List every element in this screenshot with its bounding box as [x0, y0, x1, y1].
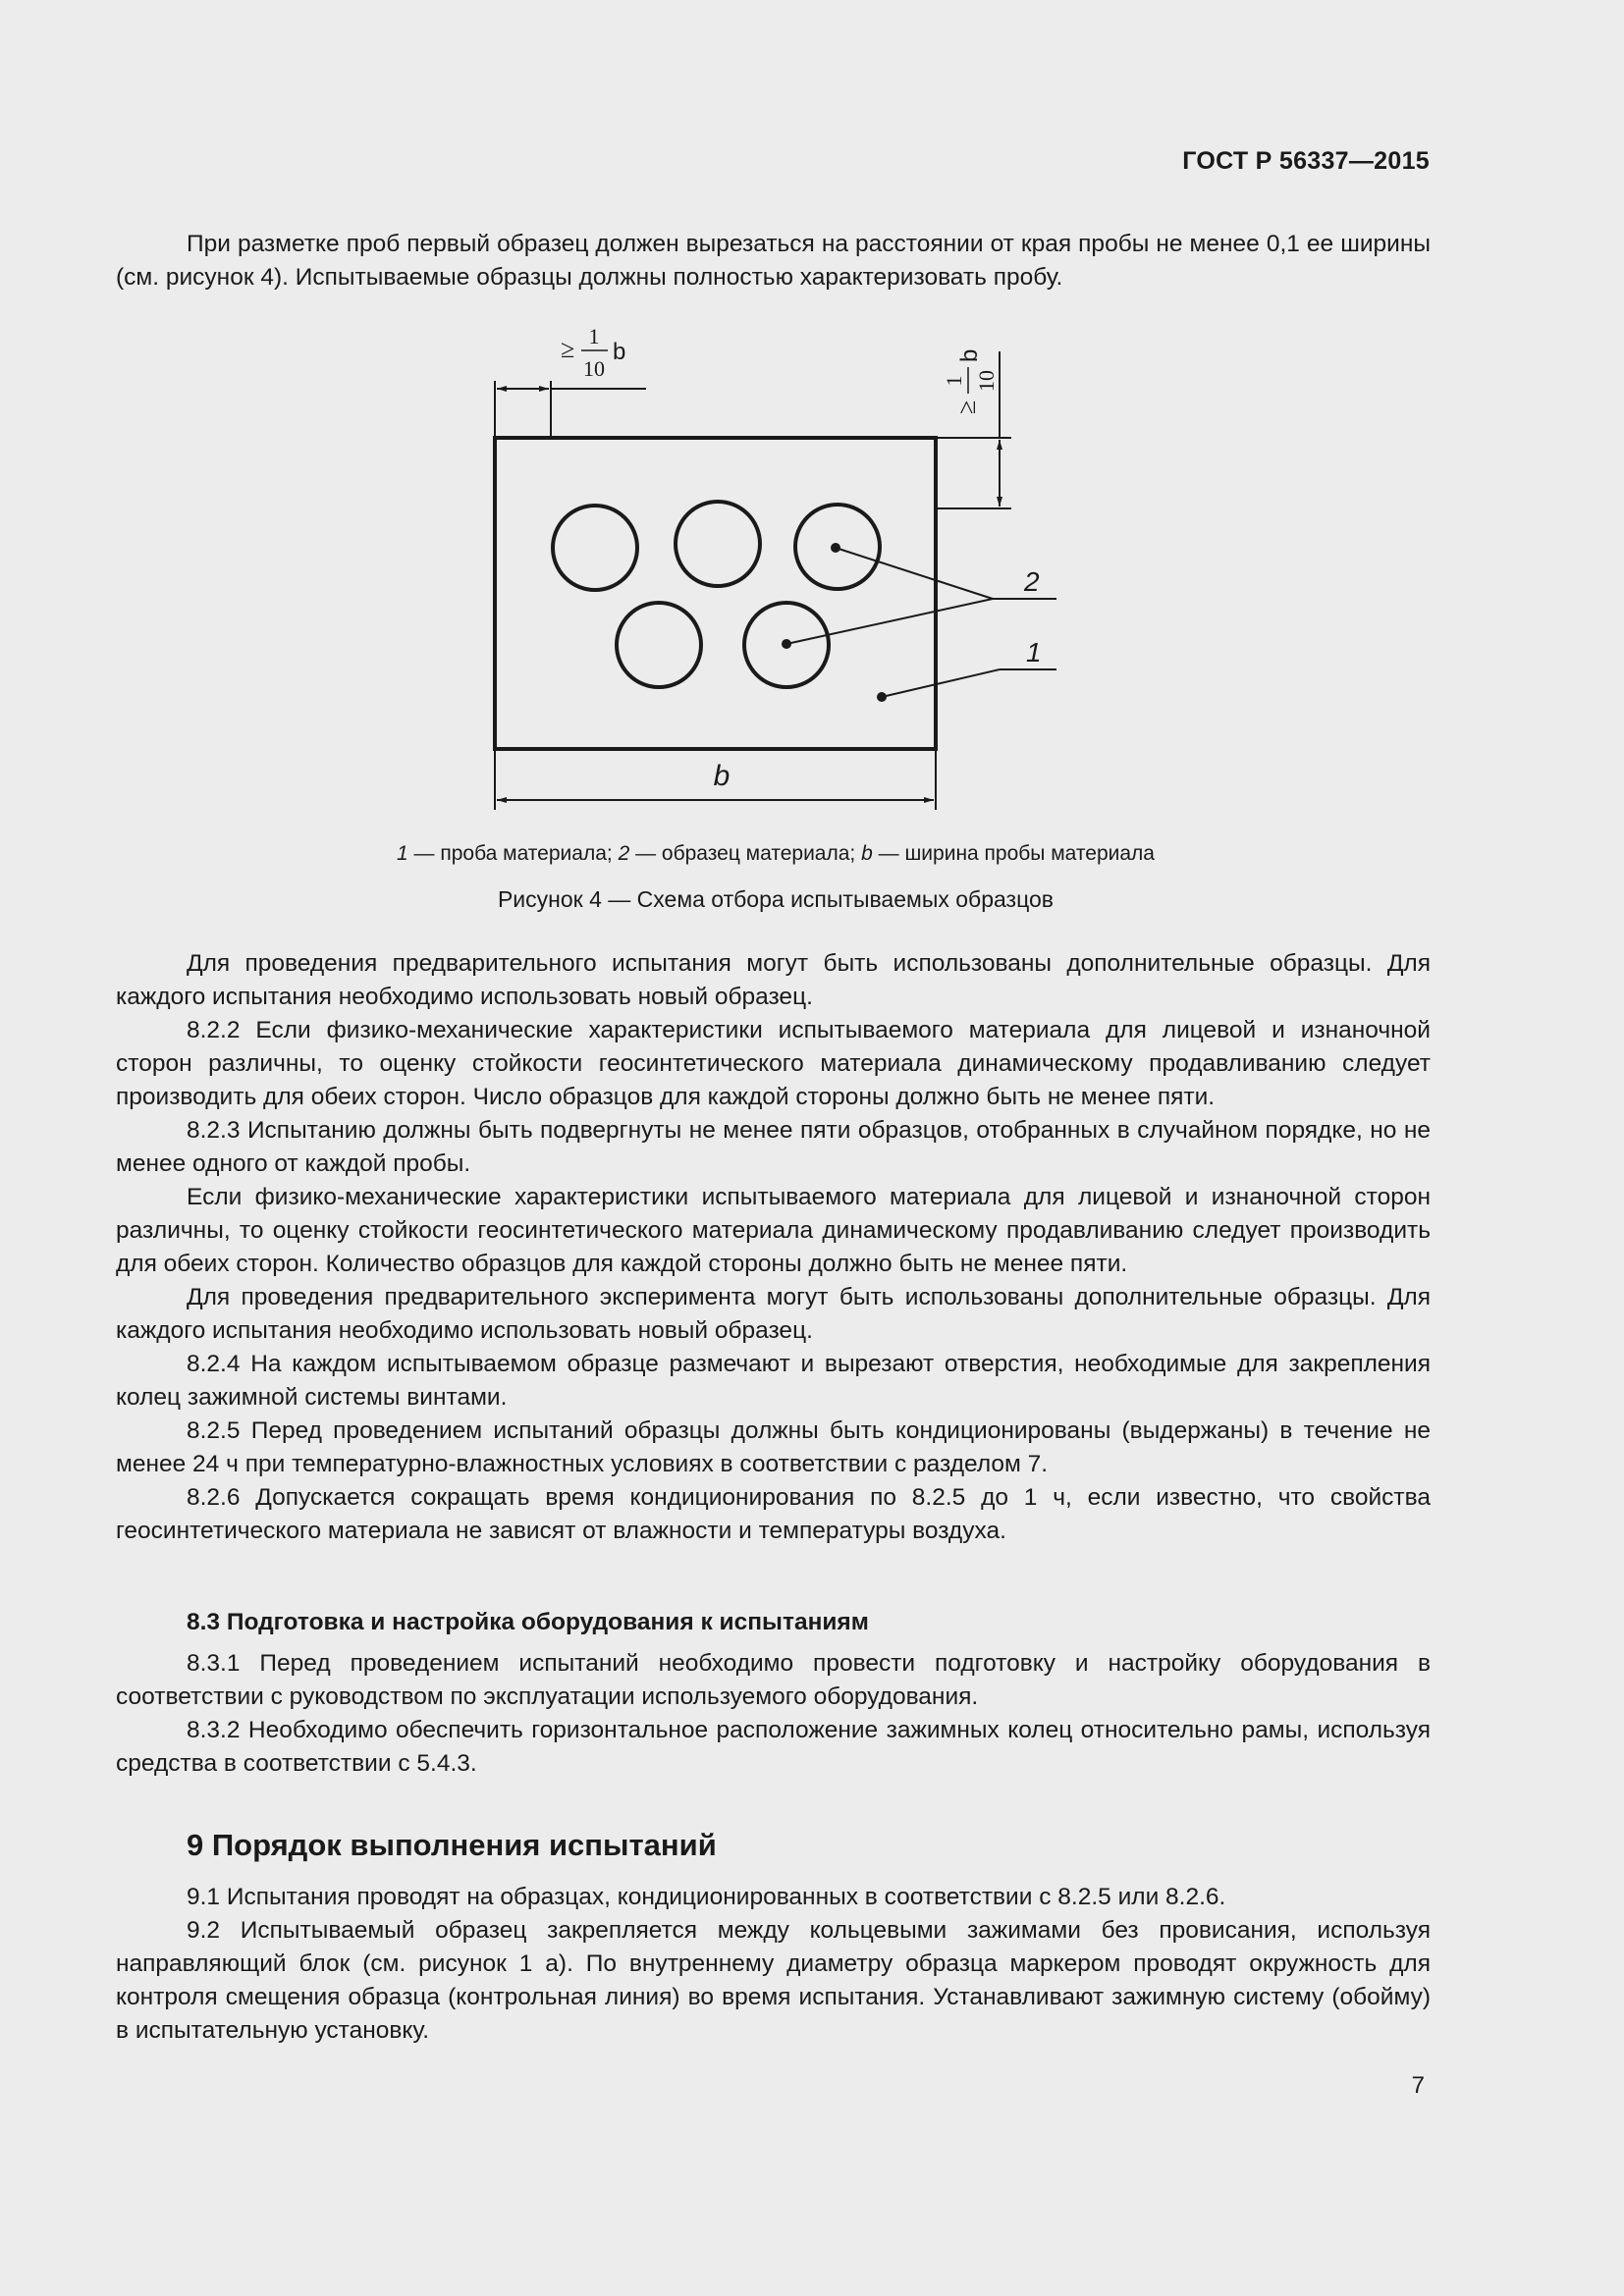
- figure-legend: 1 — проба материала; 2 — образец материала; b — ширина пробы материала: [397, 842, 1155, 865]
- paragraph: 8.2.5 Перед проведением испытаний образцы должны быть кондиционированы (выдержаны) в течение не менее 24 ч при температурно-влажностных условиях в соответствии с разделом 7.: [116, 1417, 1431, 1477]
- section-heading: 9 Порядок выполнения испытаний: [187, 1828, 717, 1862]
- specimen-circle: [553, 506, 637, 590]
- section-8-3: [116, 1606, 1431, 1781]
- figure-caption: Рисунок 4 — Схема отбора испытываемых образцов: [497, 886, 1055, 912]
- svg-text:10: 10: [974, 370, 999, 392]
- right-dimension-label: [942, 349, 999, 414]
- svg-text:10: 10: [583, 356, 605, 381]
- leader-line: [882, 669, 1000, 697]
- page-number: 7: [1411, 2072, 1425, 2099]
- paragraph: При разметке проб первый образец должен вырезаться на расстоянии от края пробы не менее 0,1 ее ширины (см. рисунок 4). Испытываемые образцы должны полностью характеризовать пробу.: [116, 231, 1431, 291]
- svg-text:≥: ≥: [561, 335, 575, 363]
- section-heading: 8.3 Подготовка и настройка оборудования к испытаниям: [187, 1609, 869, 1635]
- paragraph: 8.2.6 Допускается сокращать время кондиционирования по 8.2.5 до 1 ч, если известно, что свойства геосинтетического материала не зависят от влажности и температуры воздуха.: [116, 1484, 1431, 1544]
- paragraph: 9.1 Испытания проводят на образцах, кондиционированных в соответствии с 8.2.5 или 8.2.6.: [187, 1884, 1226, 1910]
- paragraph: Если физико-механические характеристики испытываемого материала для лицевой и изнаночной сторон различны, то оценку стойкости геосинтетического материала динамическому продавливанию следует производить для обеих сторон. Количество образцов для каждой стороны должно быть не менее пяти.: [116, 1184, 1431, 1277]
- width-label: b: [713, 760, 731, 792]
- top-dimension-label: [561, 324, 625, 381]
- sampling-diagram: [0, 314, 1624, 825]
- paragraph: 9.2 Испытываемый образец закрепляется между кольцевыми зажимами без провисания, используя направляющий блок (см. рисунок 1 а). По внутреннему диаметру образца маркером проводят окружность для контроля смещения образца (контрольная линия) во время испытания. Устанавливают зажимную систему (обойму) в испытательную установку.: [116, 1917, 1431, 2044]
- leader-line: [786, 599, 993, 644]
- sample-label: 1: [1026, 637, 1042, 667]
- paragraph: 8.3.1 Перед проведением испытаний необходимо провести подготовку и настройку оборудования в соответствии с руководством по эксплуатации используемого оборудования.: [116, 1650, 1431, 1710]
- section-9: [116, 1826, 1431, 2048]
- svg-text:1: 1: [942, 375, 966, 387]
- svg-text:≥: ≥: [952, 400, 981, 414]
- sample-rectangle: [495, 438, 936, 749]
- paragraph: 8.2.2 Если физико-механические характеристики испытываемого материала для лицевой и изнаночной сторон различны, то оценку стойкости геосинтетического материала динамическому продавливанию следует производить для обеих сторон. Число образцов для каждой стороны должно быть не менее пяти.: [116, 1017, 1431, 1110]
- specimen-circle: [617, 603, 701, 687]
- specimen-label: 2: [1024, 566, 1040, 597]
- paragraph: 8.3.2 Необходимо обеспечить горизонтальное расположение зажимных колец относительно рамы, используя средства в соответствии с 5.4.3.: [116, 1717, 1431, 1777]
- section-8-2-body: [116, 947, 1431, 1548]
- paragraph: 8.2.4 На каждом испытываемом образце размечают и вырезают отверстия, необходимые для закрепления колец зажимной системы винтами.: [116, 1351, 1431, 1411]
- standard-header: ГОСТ Р 56337—2015: [1182, 147, 1430, 175]
- figure-4: [0, 314, 1624, 825]
- svg-text:b: b: [956, 348, 983, 362]
- paragraph: Для проведения предварительного эксперимента могут быть использованы дополнительные образцы. Для каждого испытания необходимо использовать новый образец.: [116, 1284, 1431, 1344]
- paragraph: Для проведения предварительного испытания могут быть использованы дополнительные образцы. Для каждого испытания необходимо использовать новый образец.: [116, 950, 1431, 1010]
- intro-block: [116, 228, 1431, 294]
- svg-text:1: 1: [588, 324, 600, 348]
- svg-text:b: b: [613, 339, 626, 365]
- specimen-circle: [676, 502, 760, 586]
- leader-line: [836, 548, 993, 599]
- paragraph: 8.2.3 Испытанию должны быть подвергнуты не менее пяти образцов, отобранных в случайном порядке, но не менее одного от каждой пробы.: [116, 1117, 1431, 1177]
